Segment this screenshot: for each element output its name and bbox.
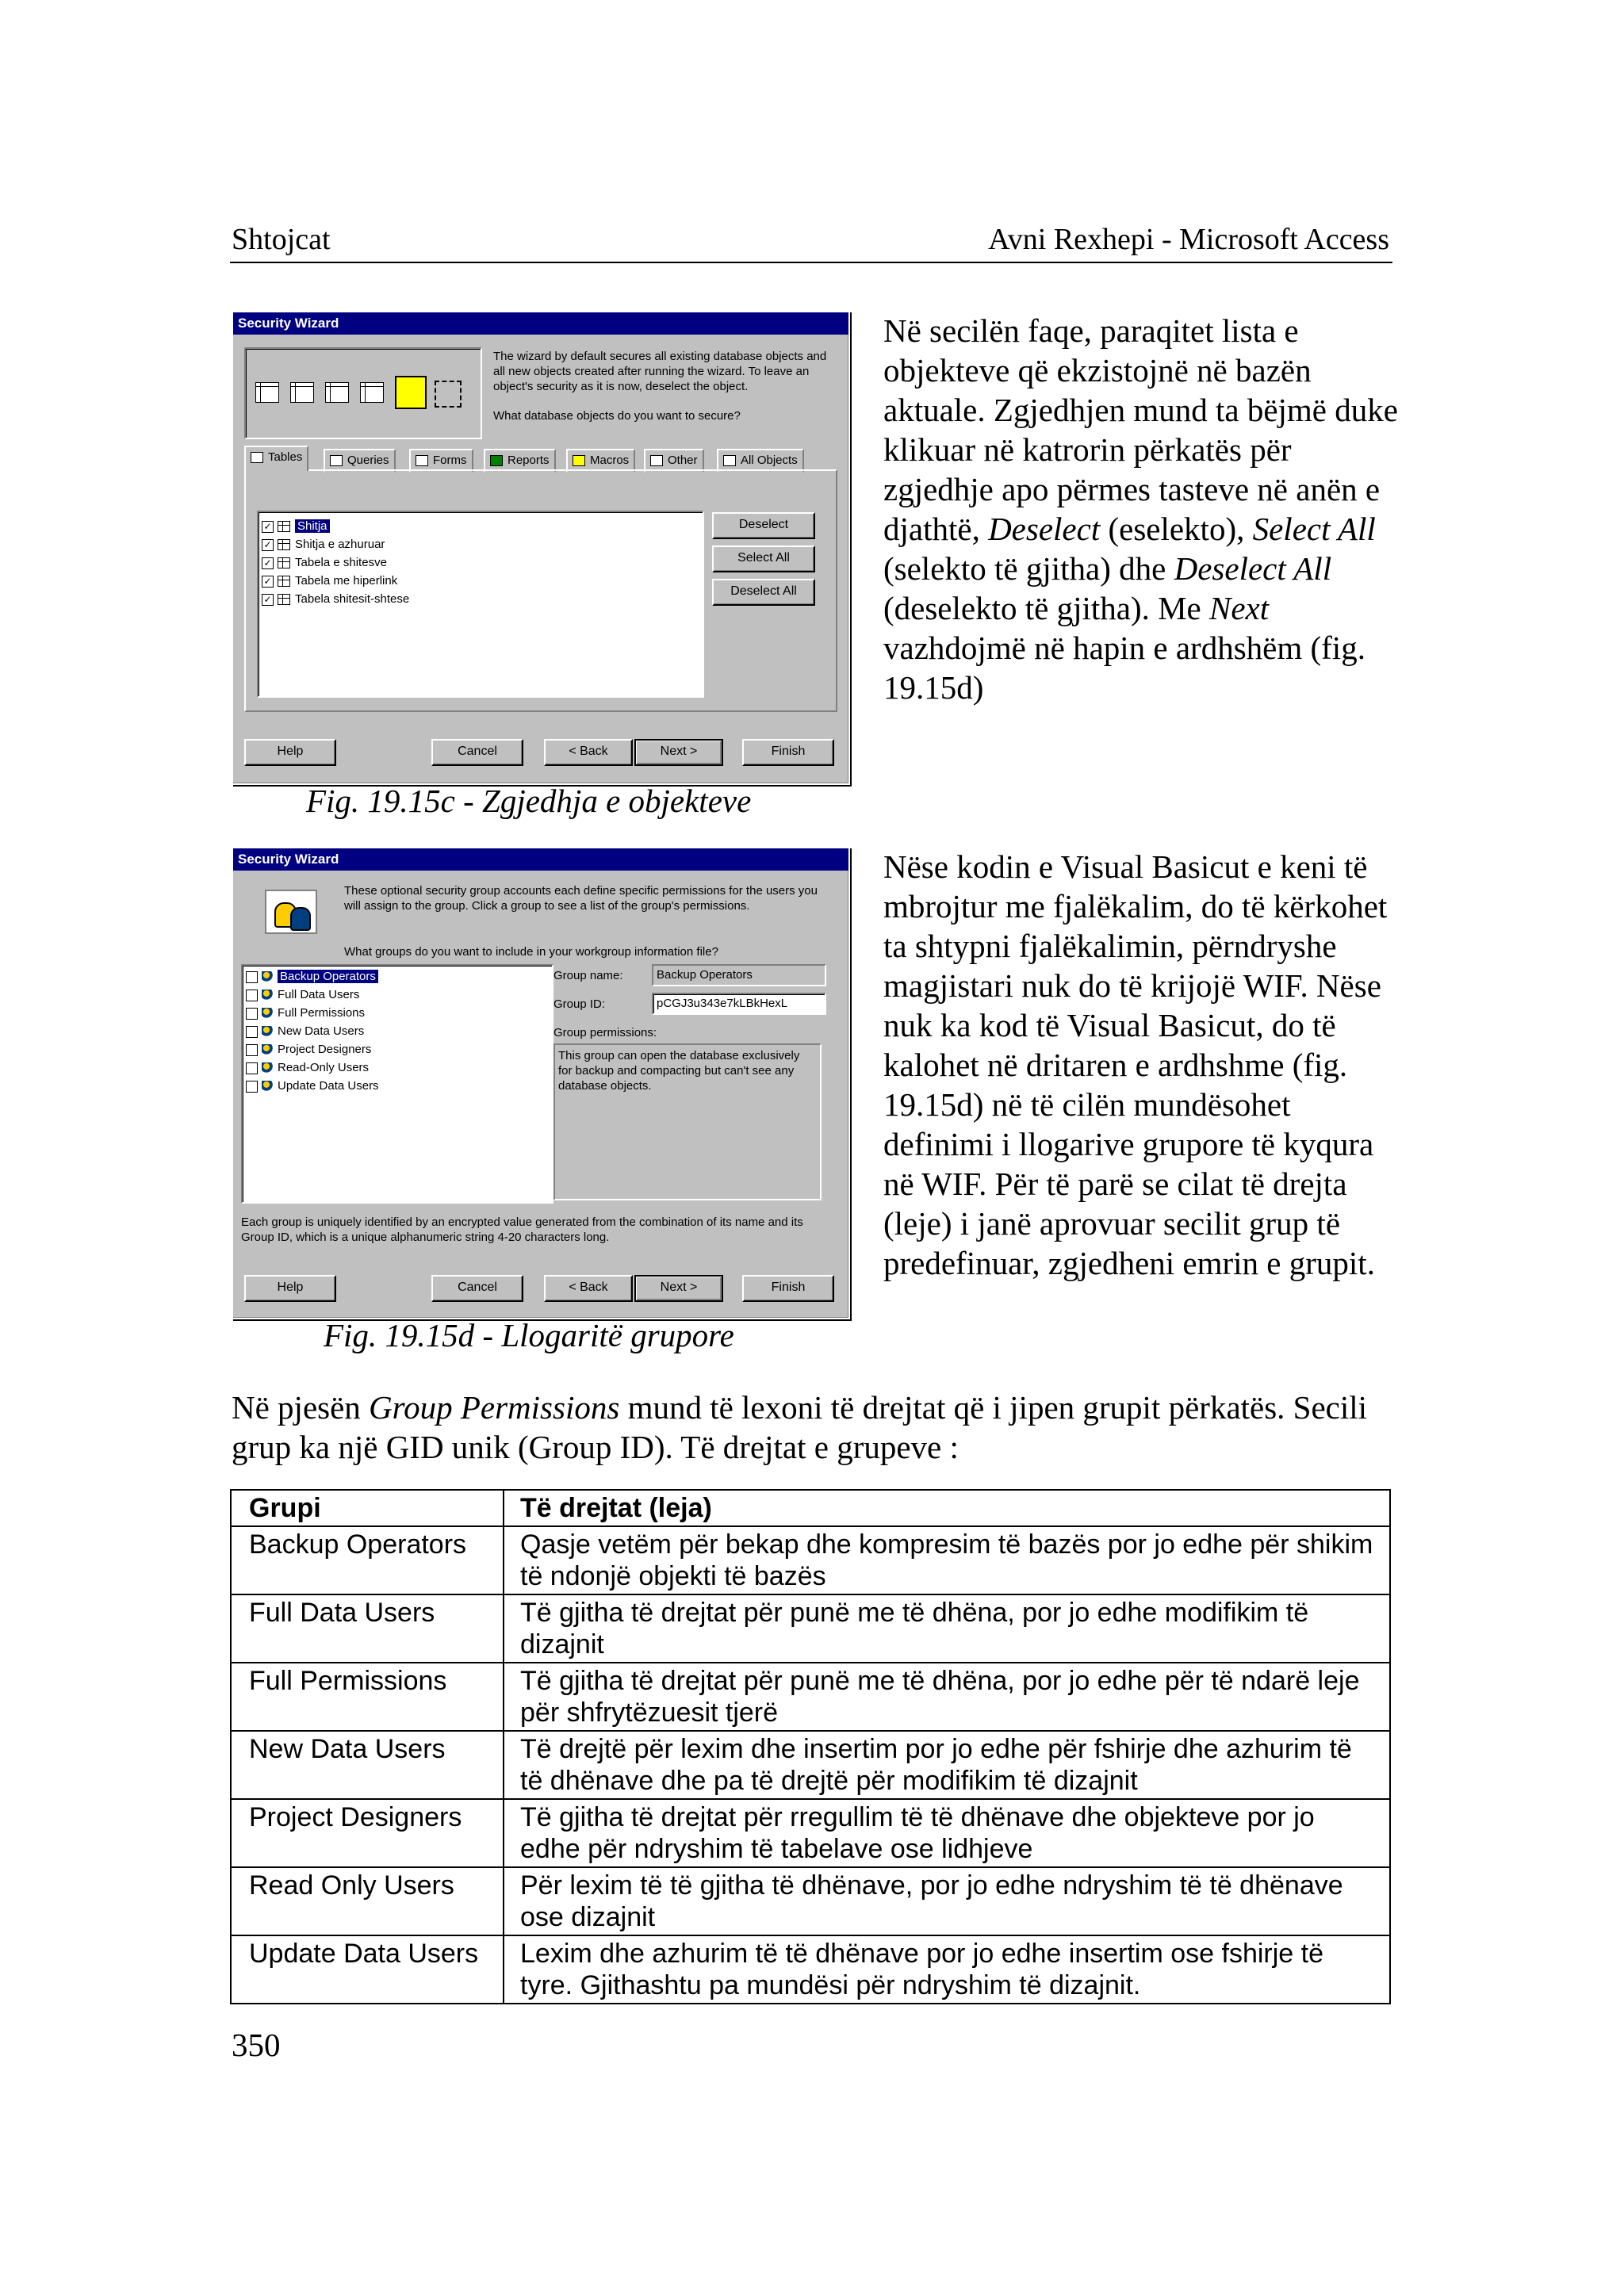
- group-permissions-label: Group permissions:: [553, 1026, 657, 1039]
- wizard-intro: These optional security group accounts each define specific permissions for the users you will assign to the group. Click a group to see a list of the group's permissions.: [344, 884, 818, 913]
- group-icon: [262, 971, 274, 982]
- group-id-label: Group ID:: [553, 997, 606, 1011]
- group-icon: [262, 990, 274, 1001]
- back-button[interactable]: < Back: [544, 1275, 633, 1302]
- group-cell: New Data Users: [231, 1731, 504, 1799]
- list-item[interactable]: Update Data Users: [246, 1077, 379, 1095]
- list-item[interactable]: Full Data Users: [246, 986, 359, 1004]
- table-row: [231, 1526, 1390, 1594]
- query-icon: [290, 382, 314, 403]
- header-rule: [230, 262, 1392, 263]
- list-item[interactable]: Project Designers: [246, 1040, 371, 1058]
- table-row: [231, 1935, 1390, 2004]
- list-item[interactable]: ✓ Shitja: [262, 517, 330, 535]
- table-icon: [278, 594, 290, 605]
- group-icon: [262, 1026, 274, 1037]
- group-list[interactable]: [241, 964, 553, 1204]
- module-icon: [435, 381, 462, 408]
- next-button[interactable]: Next >: [634, 739, 723, 766]
- table-icon: [278, 576, 290, 587]
- paragraph-groups: Nëse kodin e Visual Basicut e keni të mbrojtur me fjalëkalim, do të kërkohet ta shtypni fjalëkalimin, përndryshe magjistari nuk do të krijojë WIF. Nëse nuk ka kod të Visual Basicut, do të kalohet në dritaren e ardhshme (fig. 19.15d) në të cilën mundësohet definimi i llogarive grupore të kyqura në WIF. Për të parë se cilat të drejta (leje) i janë aprovuar secilit grup të predefinuar, zgjedheni emrin e grupit.: [883, 848, 1388, 1281]
- finish-button[interactable]: Finish: [742, 1275, 834, 1302]
- group-icon: [262, 1044, 274, 1055]
- table-row: [231, 1799, 1390, 1867]
- wizard-question: What database objects do you want to secure?: [493, 409, 741, 423]
- list-item[interactable]: ✓ Tabela e shitesve: [262, 553, 387, 572]
- group-users-icon: [265, 890, 317, 934]
- checkbox-checked[interactable]: ✓: [262, 594, 274, 606]
- checkbox[interactable]: [246, 1062, 258, 1074]
- running-header-left: Shtojcat: [232, 223, 331, 256]
- report-icon: [360, 382, 384, 403]
- tab-other[interactable]: Other: [644, 449, 704, 473]
- cancel-button[interactable]: Cancel: [431, 739, 523, 766]
- checkbox[interactable]: [246, 1081, 258, 1093]
- checkbox-checked[interactable]: ✓: [262, 576, 274, 588]
- object-icons: [255, 376, 469, 411]
- form-icon: [325, 382, 349, 403]
- tab-reports[interactable]: Reports: [484, 449, 556, 473]
- list-item[interactable]: ✓ Shitja e azhuruar: [262, 535, 385, 553]
- tab-forms[interactable]: Forms: [409, 449, 473, 473]
- rights-cell: Për lexim të të gjitha të dhënave, por jo edhe ndryshim të të dhënave ose dizajnit: [504, 1867, 1390, 1935]
- macro-icon: [395, 376, 427, 409]
- query-icon: [330, 455, 343, 466]
- help-button[interactable]: Help: [244, 739, 336, 766]
- group-cell: Read Only Users: [231, 1867, 504, 1935]
- deselect-button[interactable]: Deselect: [712, 512, 815, 539]
- group-id-note: Each group is uniquely identified by an encrypted value generated from the combination of its name and its Group ID, which is a unique alphanumeric string 4-20 characters long.: [241, 1215, 803, 1244]
- table-row: [231, 1663, 1390, 1731]
- checkbox-checked[interactable]: ✓: [262, 557, 274, 569]
- dialog-title: Security Wizard: [233, 848, 848, 871]
- finish-button[interactable]: Finish: [742, 739, 834, 766]
- group-rights-table: [230, 1489, 1391, 2004]
- figure-caption: Fig. 19.15d - Llogaritë grupore: [324, 1317, 734, 1353]
- table-row: [231, 1867, 1390, 1935]
- all-objects-icon: [723, 455, 736, 466]
- figure-caption: Fig. 19.15c - Zgjedhja e objekteve: [306, 783, 752, 819]
- back-button[interactable]: < Back: [544, 739, 633, 766]
- rights-cell: Të gjitha të drejtat për rregullim të të dhënave dhe objekteve por jo edhe për ndryshim të tabelave ose lidhjeve: [504, 1799, 1390, 1867]
- table-row: [231, 1731, 1390, 1799]
- security-wizard-groups-dialog: [232, 847, 850, 1319]
- wizard-banner: [244, 347, 482, 439]
- running-header-right: Avni Rexhepi - Microsoft Access: [988, 223, 1389, 256]
- table-icon: [255, 382, 279, 403]
- group-icon: [262, 1081, 274, 1092]
- form-icon: [416, 455, 428, 466]
- checkbox[interactable]: [246, 971, 258, 983]
- deselect-all-button[interactable]: Deselect All: [712, 579, 815, 606]
- paragraph-group-permissions: Në pjesën Group Permissions mund të lexoni të drejtat që i jipen grupit përkatës. Secili grup ka një GID unik (Group ID). Të drejtat e grupeve :: [232, 1389, 1368, 1465]
- other-icon: [650, 455, 663, 466]
- wizard-question: What groups do you want to include in your workgroup information file?: [344, 945, 718, 959]
- cancel-button[interactable]: Cancel: [431, 1275, 523, 1302]
- report-icon: [490, 455, 503, 466]
- group-icon: [262, 1062, 274, 1074]
- table-row: [231, 1594, 1390, 1663]
- column-header: Grupi: [231, 1490, 504, 1526]
- rights-cell: Qasje vetëm për bekap dhe kompresim të bazës por jo edhe për shikim të ndonjë objekti të bazës: [504, 1526, 1390, 1594]
- group-cell: Update Data Users: [231, 1935, 504, 2004]
- table-icon: [251, 452, 263, 463]
- list-item[interactable]: Read-Only Users: [246, 1058, 369, 1077]
- checkbox-checked[interactable]: ✓: [262, 539, 274, 551]
- group-name-field: Backup Operators: [652, 964, 826, 986]
- select-all-button[interactable]: Select All: [712, 545, 815, 572]
- table-header-row: [231, 1490, 1390, 1526]
- group-name-label: Group name:: [553, 969, 623, 982]
- tab-macros[interactable]: Macros: [566, 449, 635, 473]
- list-item[interactable]: Full Permissions: [246, 1004, 365, 1022]
- person-icon: [290, 907, 311, 931]
- rights-cell: Të gjitha të drejtat për punë me të dhëna, por jo edhe për të ndarë leje për shfrytëzuesit tjerë: [504, 1663, 1390, 1731]
- column-header: Të drejtat (leja): [504, 1490, 1390, 1526]
- group-cell: Full Data Users: [231, 1594, 504, 1663]
- macro-icon: [573, 455, 585, 466]
- group-cell: Full Permissions: [231, 1663, 504, 1731]
- page-number: 350: [232, 2027, 281, 2063]
- help-button[interactable]: Help: [244, 1275, 336, 1302]
- rights-cell: Të gjitha të drejtat për punë me të dhëna, por jo edhe modifikim të dizajnit: [504, 1594, 1390, 1663]
- checkbox-checked[interactable]: ✓: [262, 521, 274, 533]
- next-button[interactable]: Next >: [634, 1275, 723, 1302]
- dialog-title: Security Wizard: [233, 312, 848, 335]
- group-id-field[interactable]: pCGJ3u343e7kLBkHexL: [652, 993, 826, 1015]
- group-cell: Backup Operators: [231, 1526, 504, 1594]
- security-wizard-objects-dialog: [232, 311, 850, 785]
- tab-queries[interactable]: Queries: [324, 449, 396, 473]
- table-icon: [278, 521, 290, 532]
- list-item[interactable]: ✓ Tabela me hiperlink: [262, 572, 397, 590]
- rights-cell: Të drejtë për lexim dhe insertim por jo edhe për fshirje dhe azhurim të të dhënave dhe pa të drejtë për modifikim të dizajnit: [504, 1731, 1390, 1799]
- group-icon: [262, 1008, 274, 1019]
- list-item[interactable]: New Data Users: [246, 1022, 364, 1040]
- table-icon: [278, 557, 290, 568]
- group-permissions-box: This group can open the database exclusively for backup and compacting but can't see any database objects.: [553, 1043, 822, 1200]
- wizard-intro: The wizard by default secures all existing database objects and all new objects created after running the wizard. To leave an object's security as it is now, deselect the object.: [493, 350, 827, 393]
- list-item[interactable]: Backup Operators: [246, 967, 378, 986]
- tab-tables[interactable]: Tables: [244, 446, 308, 471]
- object-list[interactable]: [257, 511, 704, 698]
- checkbox[interactable]: [246, 1026, 258, 1038]
- checkbox[interactable]: [246, 1044, 258, 1056]
- rights-cell: Lexim dhe azhurim të të dhënave por jo edhe insertim ose fshirje të tyre. Gjithashtu pa mundësi për ndryshim të dizajnit.: [504, 1935, 1390, 2004]
- list-item[interactable]: ✓ Tabela shitesit-shtese: [262, 590, 409, 608]
- checkbox[interactable]: [246, 990, 258, 1001]
- paragraph-objects: Në secilën faqe, paraqitet lista e objekteve që ekzistojnë në bazën aktuale. Zgjedhjen mund ta bëjmë duke klikuar në katrorin përkatës për zgjedhje apo përmes tasteve në anën e djathtë, Deselect (eselekto), Select All (selekto të gjitha) dhe Deselect All (deselekto të gjitha). Me Next vazhdojmë në hapin e ardhshëm (fig. 19.15d): [883, 312, 1398, 706]
- tab-all-objects[interactable]: All Objects: [717, 449, 804, 473]
- checkbox[interactable]: [246, 1008, 258, 1020]
- group-cell: Project Designers: [231, 1799, 504, 1867]
- table-icon: [278, 539, 290, 550]
